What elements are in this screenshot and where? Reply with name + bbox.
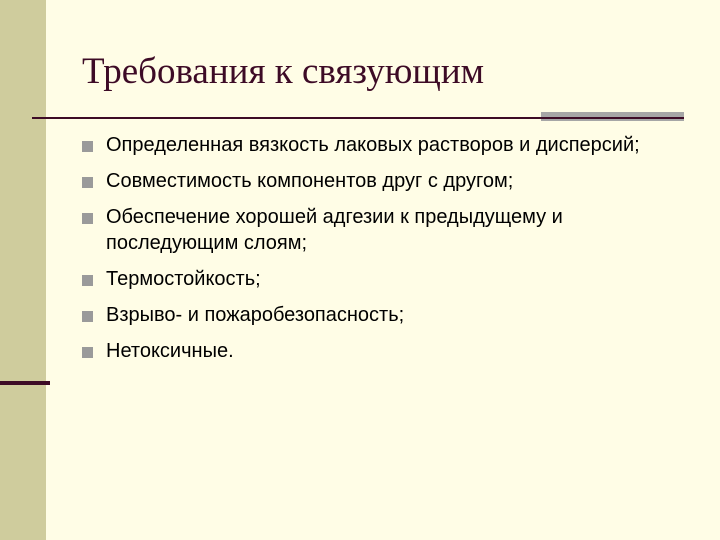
square-bullet-icon [82,347,93,358]
side-accent-line [0,381,50,385]
bullet-text: Обеспечение хорошей адгезии к предыдущему и последующим слоям; [106,206,563,254]
slide-title: Требования к связующим [82,51,485,92]
bullet-item [82,168,682,194]
bullet-item [82,132,682,158]
bullet-text: Термостойкость; [106,268,261,290]
bullet-text: Определенная вязкость лаковых растворов и дисперсий; [106,134,640,156]
square-bullet-icon [82,275,93,286]
bullet-text: Совместимость компонентов друг с другом; [106,170,514,192]
square-bullet-icon [82,141,93,152]
square-bullet-icon [82,177,93,188]
bullet-text: Нетоксичные. [106,340,234,362]
side-decor-band [0,0,46,540]
bullet-item [82,266,682,292]
bullet-item [82,204,682,256]
title-divider [32,117,684,119]
bullet-item [82,338,682,364]
bullet-list [82,132,682,374]
square-bullet-icon [82,311,93,322]
square-bullet-icon [82,213,93,224]
bullet-text: Взрыво- и пожаробезопасность; [106,304,405,326]
bullet-item [82,302,682,328]
